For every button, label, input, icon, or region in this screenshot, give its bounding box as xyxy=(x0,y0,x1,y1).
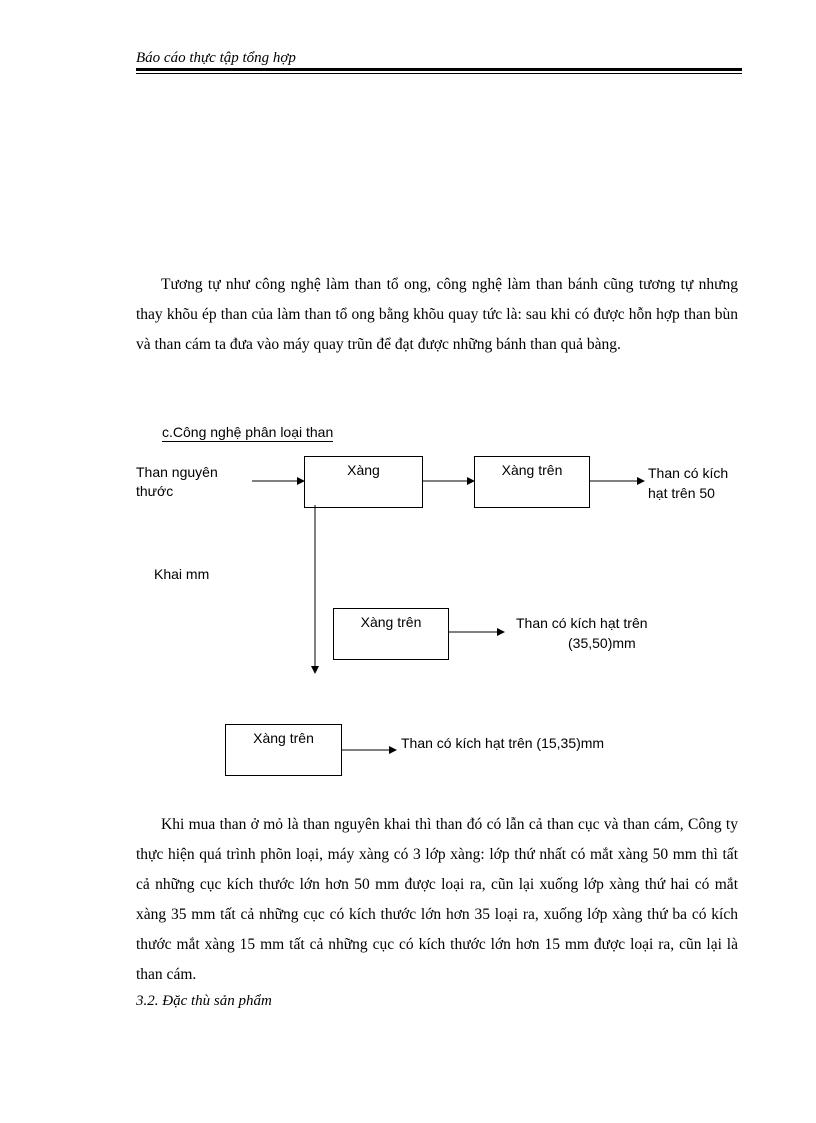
diagram-box-top-upper-screen: Xàng trên xyxy=(474,456,590,508)
process-paragraph: Khi mua than ở mỏ là than nguyên khai thì than đó có lẫn cả than cục và than cám, Công ty thực hiện quá trình phõn loại, máy xàng có 3 lớp xàng: lớp thứ nhất có mắt xàng 50 mm thì tất cả những cục kích thước lớn hơn 50 mm được loại ra, cũn lại xuống lớp xàng thứ hai có mắt xàng 35 mm tất cả những cục có kích thước lớn hơn 35 loại ra, xuống lớp xàng thứ ba có kích thước mắt xàng 15 mm tất cả những cục có kích thước lớn hơn 15 mm được loại ra, cũn lại là than cám. xyxy=(136,816,738,983)
header-rule-thin xyxy=(136,73,742,74)
diagram-output-top-line2: hạt trên 50 xyxy=(648,485,715,501)
intro-paragraph: Tương tự như công nghệ làm than tổ ong, công nghệ làm than bánh cũng tương tự nhưng thay khõu ép than của làm than tổ ong bằng khõu quay tức là: sau khi có được hỗn hợp than bùn và than cám ta đưa vào máy quay trũn để đạt được những bánh than quả bàng. xyxy=(136,276,738,353)
header-rule-thick xyxy=(136,68,742,71)
diagram-box-mid-upper-screen: Xàng trên xyxy=(333,608,449,660)
page-header-title: Báo cáo thực tập tổng hợp xyxy=(136,50,296,66)
diagram-box-screen: Xàng xyxy=(304,456,423,508)
diagram-output-mid-line2: (35,50)mm xyxy=(568,635,636,651)
sub-heading: 3.2. Đặc thù sản phẩm xyxy=(136,993,272,1009)
diagram-side-label: Khai mm xyxy=(154,566,210,582)
diagram-output-top-line1: Than có kích xyxy=(648,465,729,481)
diagram-input-label-line1: Than nguyên xyxy=(136,464,218,480)
section-heading: c.Công nghệ phân loại than xyxy=(162,424,334,440)
diagram-output-low: Than có kích hạt trên (15,35)mm xyxy=(401,735,605,751)
diagram-output-mid-line1: Than có kích hạt trên xyxy=(516,615,648,631)
diagram-input-label-line2: thước xyxy=(136,483,174,499)
diagram-box-low-upper-screen: Xàng trên xyxy=(225,724,342,776)
